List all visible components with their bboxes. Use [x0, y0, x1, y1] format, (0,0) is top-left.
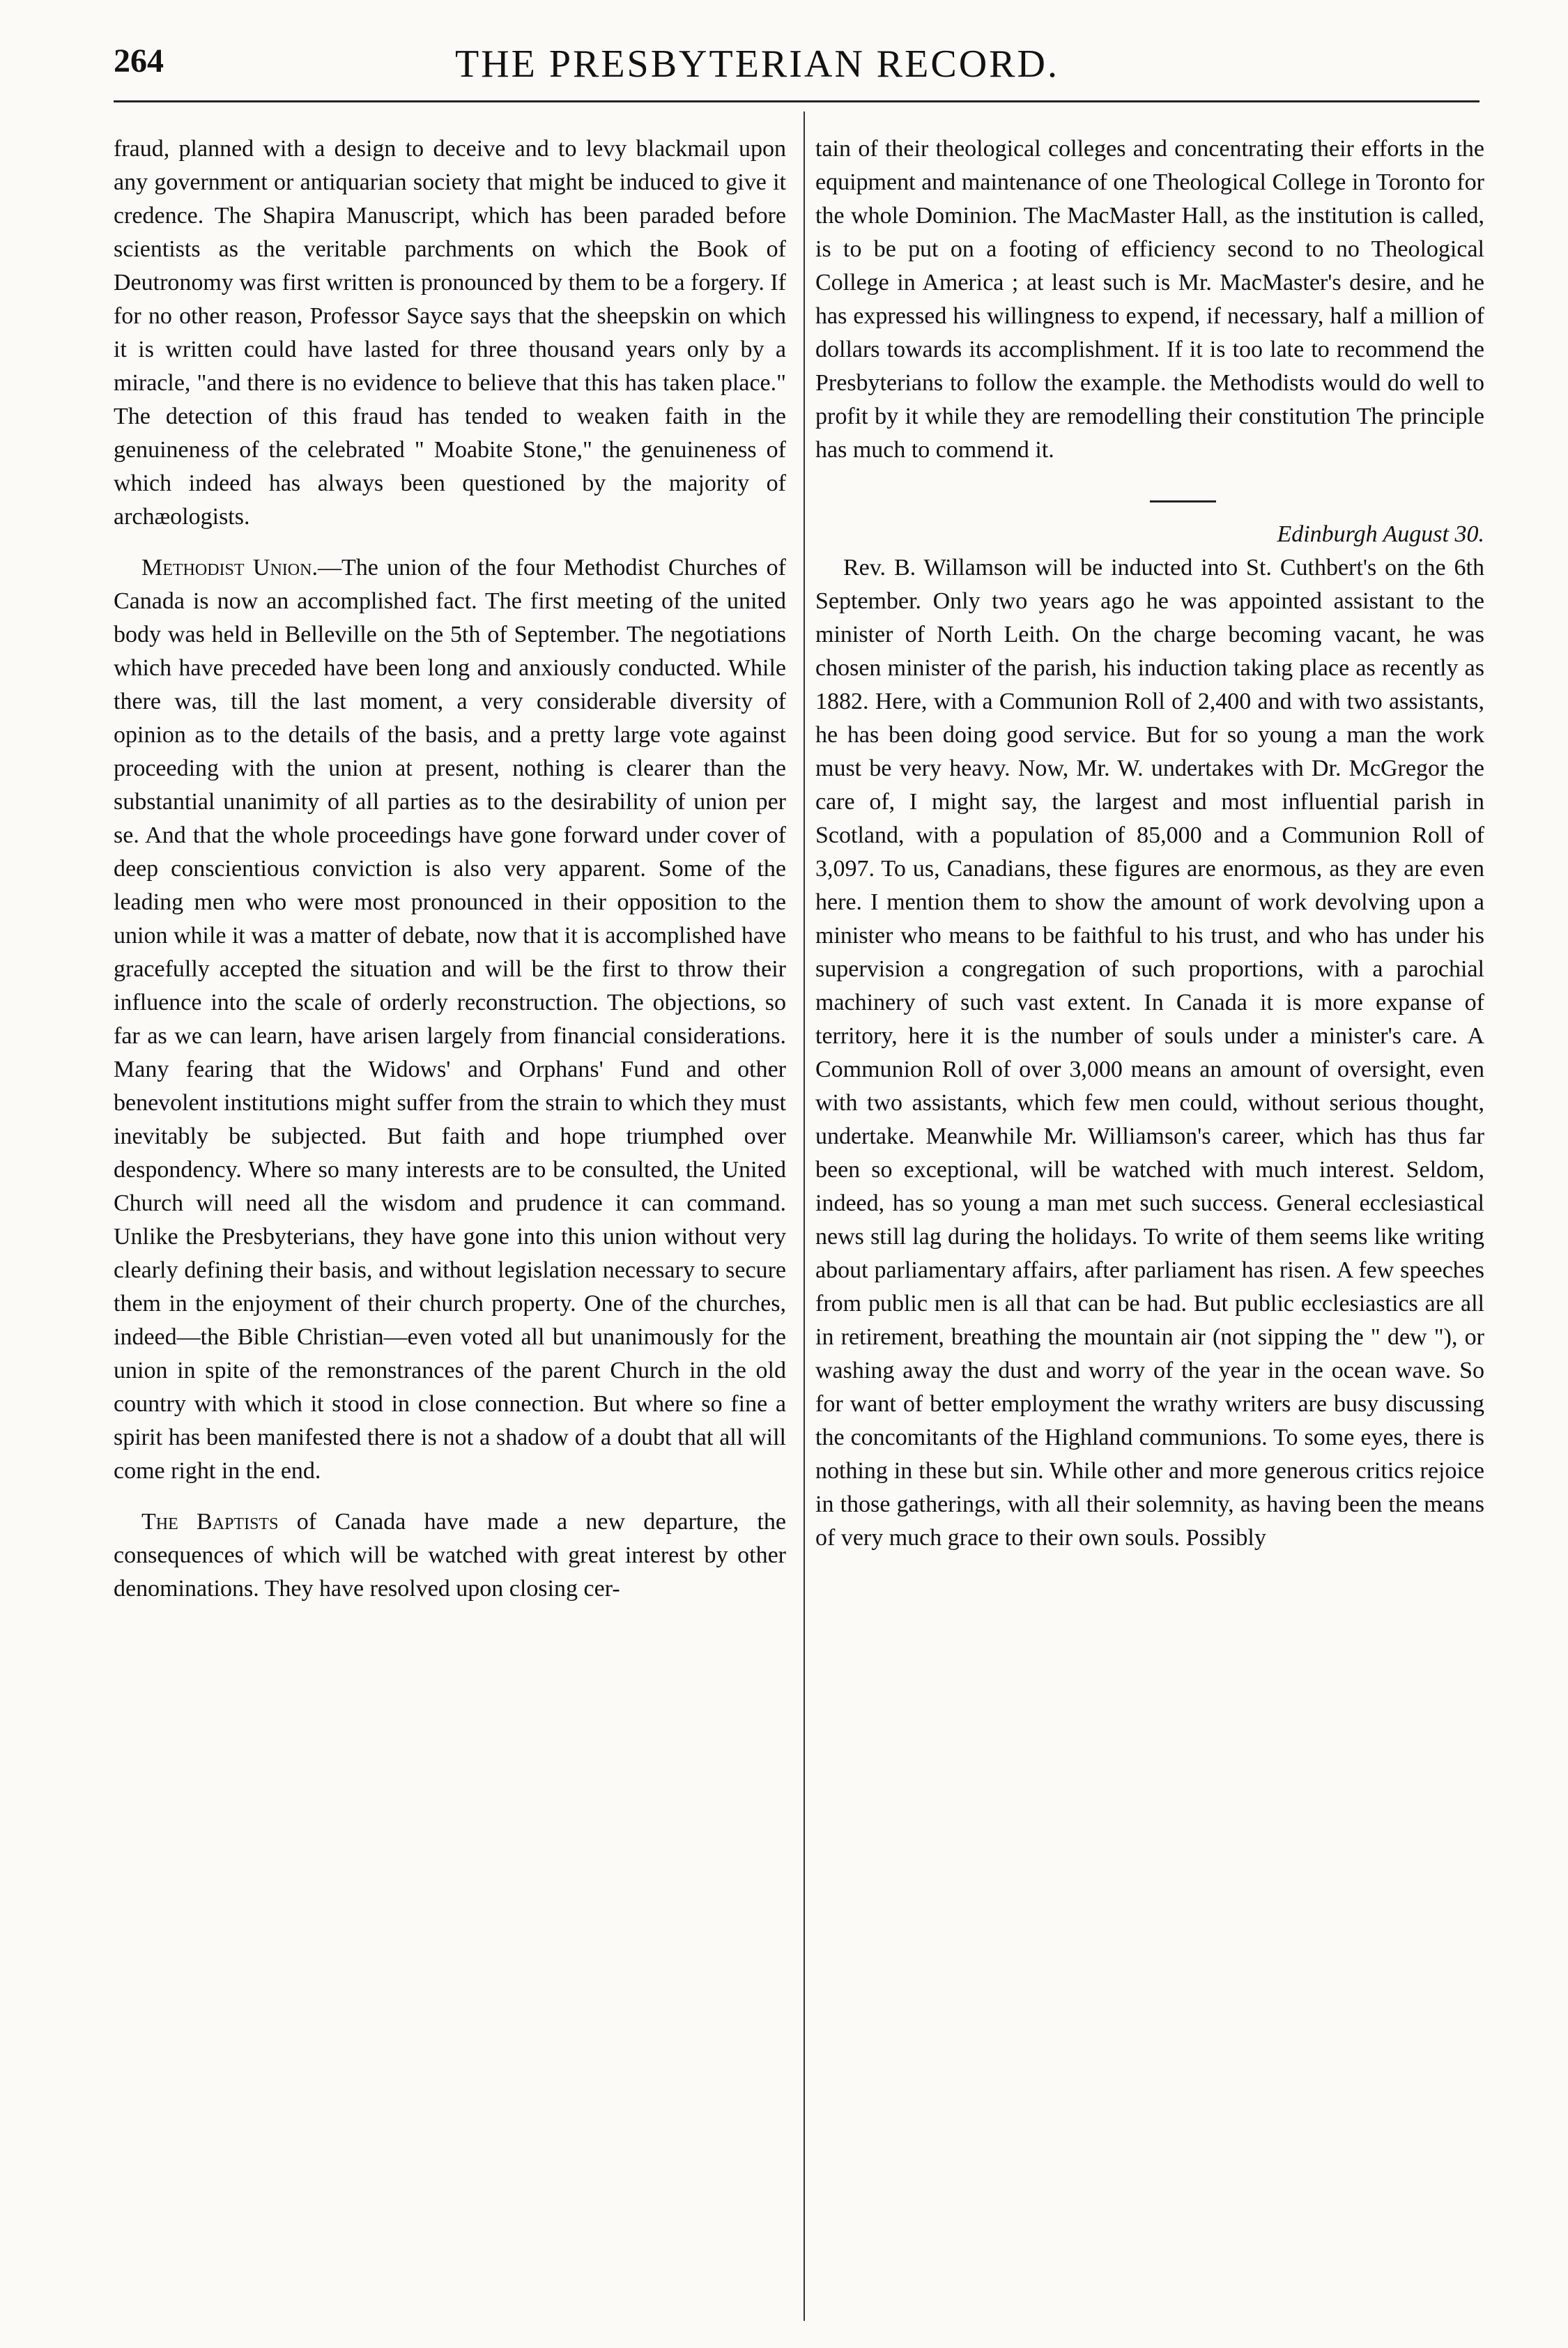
paragraph-baptists-continued: tain of their theological colleges and concentrating their efforts in the equipment and maintenance of one Theological College in Toronto for the whole Dominion. The MacMaster Hall, as the institution is called, is to be put on a footing of efficiency second to no Theological College in America ; at least such is Mr. MacMaster's desire, and he has expressed his willingness to expend, if necessary, half a million of dollars towards its accomplishment. If it is too late to recommend the Presbyterians to follow the example. the Methodists would do well to profit by it while they are remodelling their constitution The principle has much to commend it. — [815, 136, 1484, 463]
paragraph-shapira: fraud, planned with a design to deceive and to levy blackmail upon any government or antiquarian society that might be induced to give it credence. The Shapira Manuscript, which has been paraded before scientists as the veritable parchments on which the Book of Deutronomy was first written is pronounced by them to be a forgery. If for no other reason, Professor Sayce says that the sheepskin on which it is written could have lasted for three thousand years only by a miracle, "and there is no evidence to believe that this has taken place." The detection of this fraud has tended to weaken faith in the genuineness of the celebrated " Moabite Stone," the genuineness of which indeed has always been questioned by the majority of archæologists. — [114, 136, 786, 530]
section-lead-methodist-union: Methodist Union. — [141, 555, 318, 581]
running-title: THE PRESBYTERIAN RECORD. — [455, 43, 1059, 86]
paragraph-edinburgh-letter: Rev. B. Willamson will be inducted into St. Cuthbert's on the 6th September. Only two years ago he was appointed assistant to the minister of North Leith. On the charge becoming vacant, he was chosen minister of the parish, his induction taking place as recently as 1882. Here, with a Communion Roll of 2,400 and with two assistants, he has been doing good service. But for so young a man the work must be very heavy. Now, Mr. W. undertakes with Dr. McGregor the care of, I might say, the largest and most influential parish in Scotland, with a population of 85,000 and a Communion Roll of 3,097. To us, Canadians, these figures are enormous, as they are even here. I mention them to show the amount of work devolving upon a minister who means to be faithful to his trust, and who has under his supervision a congregation of such proportions, with a parochial machinery of such vast extent. In Canada it is more expanse of territory, here it is the number of souls under a minister's care. A Communion Roll of over 3,000 means an amount of oversight, even with two assistants, which few men could, without serious thought, undertake. Meanwhile Mr. Williamson's career, which has thus far been so exceptional, will be watched with much interest. Seldom, indeed, has so young a man met such success. General ecclesiastical news still lag during the holidays. To write of them seems like writing about parliamentary affairs, after parliament has risen. A few speeches from public men is all that can be had. But public ecclesiastics are all in retirement, breathing the mountain air (not sipping the " dew "), or washing away the dust and worry of the year in the ocean wave. So for want of better employment the wrathy writers are busy discussing the concomitants of the Highland communions. To some eyes, there is nothing in these but sin. While other and more generous critics rejoice in those gatherings, with all their solemnity, as having been the means of very much grace to their own souls. Possibly — [815, 555, 1484, 1551]
page-number: 264 — [114, 43, 164, 79]
baptists-text: of Canada have made a new departure, the consequences of which will be watched with great interest by other denominations. They have resolved upon closing cer- — [114, 1509, 786, 1602]
paragraph-baptists — [114, 1505, 786, 1606]
left-column — [114, 132, 786, 1606]
right-column — [815, 132, 1484, 1555]
header-rule — [114, 100, 1479, 102]
methodist-union-text: —The union of the four Methodist Churches of Canada is now an accomplished fact. The first meeting of the united body was held in Belleville on the 5th of September. The negotiations which have preceded have been long and anxiously conducted. While there was, till the last moment, a very considerable diversity of opinion as to the details of the basis, and a pretty large vote against proceeding with the union at present, nothing is clearer than the substantial unanimity of all parties as to the desirability of union per se. And that the whole proceedings have gone forward under cover of deep conscientious conviction is also very apparent. Some of the leading men who were most pronounced in their opposition to the union while it was a matter of debate, now that it is accomplished have gracefully accepted the situation and will be the first to throw their influence into the scale of orderly reconstruction. The objections, so far as we can learn, have arisen largely from financial considerations. Many fearing that the Widows' and Orphans' Fund and other benevolent institutions might suffer from the strain to which they must inevitably be subjected. But faith and hope triumphed over despondency. Where so many interests are to be consulted, the United Church will need all the wisdom and prudence it can command. Unlike the Presbyterians, they have gone into this union without very clearly defining their basis, and without legislation necessary to secure them in the enjoyment of their church property. One of the churches, indeed—the Bible Christian—even voted all but unanimously for the union in spite of the remonstrances of the parent Church in the old country with which it stood in close connection. But where so fine a spirit has been manifested there is not a shadow of a doubt that all will come right in the end. — [114, 555, 787, 1484]
page-header — [114, 42, 1479, 91]
dateline: Edinburgh August 30. — [1277, 521, 1484, 547]
paragraph-methodist-union — [114, 551, 786, 1488]
column-divider — [804, 112, 805, 2321]
section-separator — [1150, 500, 1216, 502]
section-lead-baptists: The Baptists — [141, 1509, 279, 1535]
